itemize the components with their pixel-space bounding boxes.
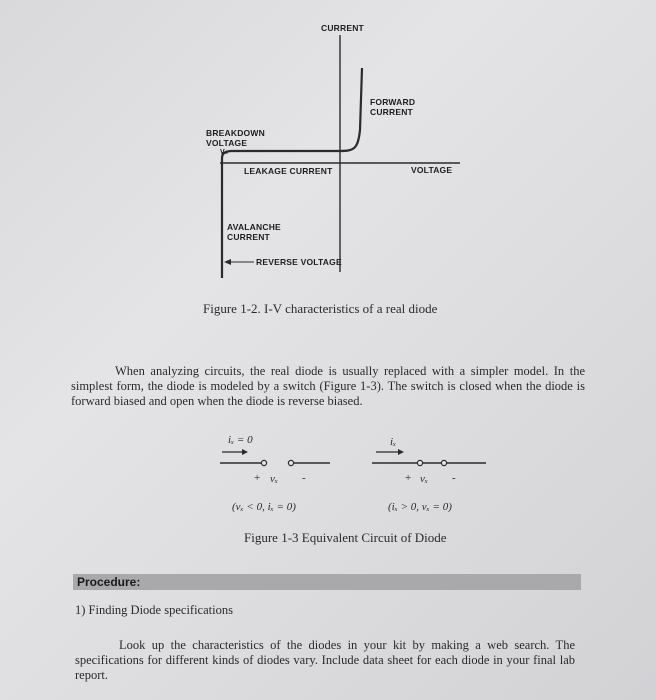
reverse-voltage-arrow-head bbox=[224, 259, 231, 265]
left-voltage-label: vₓ bbox=[270, 473, 279, 485]
breakdown-label-line2: VOLTAGE bbox=[206, 138, 248, 148]
leakage-current-label: LEAKAGE CURRENT bbox=[244, 166, 333, 176]
right-current-arrowhead bbox=[398, 449, 404, 455]
left-switch-terminal-b bbox=[288, 460, 293, 465]
iv-figure bbox=[0, 0, 656, 320]
left-switch-terminal-a bbox=[261, 460, 266, 465]
forward-label-line1: FORWARD bbox=[370, 97, 416, 107]
right-switch-terminal-a bbox=[417, 460, 422, 465]
figure-1-2-caption: Figure 1-2. I-V characteristics of a real diode bbox=[203, 301, 438, 316]
procedure-header-bar bbox=[73, 574, 581, 590]
breakdown-voltage-label bbox=[206, 128, 265, 158]
left-condition-label: (vₓ < 0, iₓ = 0) bbox=[232, 501, 296, 513]
forward-label-line2: CURRENT bbox=[370, 107, 413, 117]
right-current-label: iₓ bbox=[390, 436, 397, 448]
right-polarity-plus: + bbox=[405, 472, 412, 484]
left-current-arrowhead bbox=[242, 449, 248, 455]
left-polarity-plus: + bbox=[254, 472, 261, 484]
avalanche-current-label bbox=[227, 222, 281, 242]
avalanche-label-line1: AVALANCHE bbox=[227, 222, 281, 232]
right-switch-terminal-b bbox=[441, 460, 446, 465]
step1-text: Look up the characteristics of the diodes in your kit by making a web search. The specifications for different kinds of diodes vary. Include data sheet for each diode in your final lab report. bbox=[75, 638, 575, 682]
forward-current-label bbox=[370, 97, 415, 117]
figure-1-3-caption: Figure 1-3 Equivalent Circuit of Diode bbox=[244, 530, 447, 545]
breakdown-label-line1: BREAKDOWN bbox=[206, 128, 265, 138]
iv-curve-diagram bbox=[0, 0, 656, 300]
right-polarity-minus: - bbox=[452, 472, 456, 484]
voltage-axis-label: VOLTAGE bbox=[411, 165, 453, 175]
switch-model-paragraph: When analyzing circuits, the real diode is usually replaced with a simpler model. In the simplest form, the diode is modeled by a switch (Figure 1-3). The switch is closed when the diode is forward biased and open when the diode is reverse biased. bbox=[71, 364, 585, 408]
current-axis-label: CURRENT bbox=[321, 23, 364, 33]
avalanche-label-line2: CURRENT bbox=[227, 232, 270, 242]
right-condition-label: (iₓ > 0, vₓ = 0) bbox=[388, 501, 452, 513]
procedure-header: Procedure: bbox=[77, 575, 141, 589]
reverse-voltage-label: REVERSE VOLTAGE bbox=[256, 257, 342, 267]
right-voltage-label: vₓ bbox=[420, 473, 429, 485]
left-current-label: iₓ = 0 bbox=[228, 434, 253, 446]
breakdown-symbol: V₀ bbox=[220, 149, 229, 156]
step1-title: 1) Finding Diode specifications bbox=[75, 603, 233, 617]
switch-figure bbox=[0, 430, 656, 550]
left-polarity-minus: - bbox=[302, 472, 306, 484]
